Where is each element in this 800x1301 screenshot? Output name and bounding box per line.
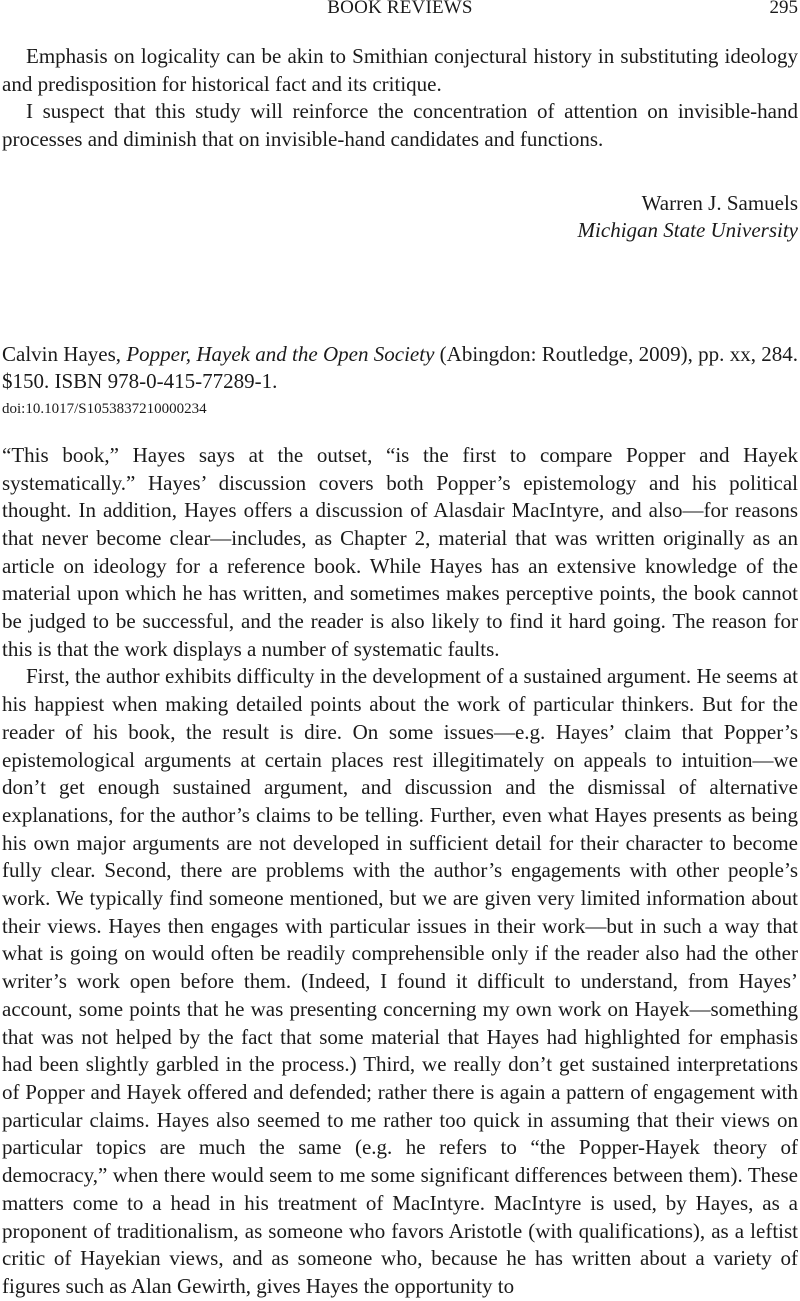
doi-link[interactable]: doi:10.1017/S1053837210000234 (2, 400, 207, 417)
previous-review-paragraph: Emphasis on logicality can be akin to Smithian conjectural history in substituting ideology and predisposition for historical fact and its critique. (2, 44, 798, 96)
running-head-title: BOOK REVIEWS (327, 0, 473, 18)
reviewer-affiliation: Michigan State University (577, 217, 798, 242)
running-head (2, 0, 798, 22)
review-paragraph: First, the author exhibits difficulty in the development of a sustained argument. He seems at his happiest when making detailed points about the work of particular thinkers. But for the reader of his book, the result is dire. On some issues—e.g. Hayes’ claim that Popper’s epistemological arguments at certain places rest illegitimately on appeals to intuition—we don’t get enough sustained argument, and discussion and the dismissal of alternative explanations, for the author’s claims to be telling. Further, even what Hayes presents as being his own major arguments are not developed in sufficient detail for their character to become fully clear. Second, there are problems with the author’s engagements with other people’s work. We typically find someone mentioned, but we are given very limited information about their views. Hayes then engages with particular issues in their work—but in such a way that what is going on would often be readily comprehensible only if the reader also had the other writer’s work open before them. (Indeed, I found it difficult to understand, from Hayes’ account, some points that he was presenting concerning my own work on Hayek—something that was not helped by the fact that some material that Hayes had highlighted for emphasis had been slightly garbled in the process.) Third, we really don’t get sustained interpretations of Popper and Hayek offered and defended; rather there is again a pattern of engagement with particular claims. Hayes also seemed to me rather too quick in assuming that their views on particular topics are much the same (e.g. he refers to “the Popper-Hayek theory of democracy,” when there would seem to me some significant differences between them). These matters come to a head in his treatment of MacIntyre. MacIntyre is used, by Hayes, as a proponent of traditionalism, as someone who favors Aristotle (with qualifications), as a leftist critic of Hayekian views, and as someone who, because he has written about a variety of figures such as Alan Gewirth, gives Hayes the opportunity to (2, 664, 798, 1298)
book-publication-details: (Abingdon: Routledge, 2009), pp. xx, 284. $150. ISBN 978-0-415-77289-1. (2, 341, 798, 393)
previous-review-paragraph: I suspect that this study will reinforce the concentration of attention on invisible-hand processes and diminish that on invisible-hand candidates and functions. (2, 99, 798, 152)
reviewer-signature (2, 190, 798, 244)
book-citation (2, 341, 798, 395)
previous-review-ending (2, 43, 798, 244)
book-review (2, 341, 798, 1301)
review-paragraph: “This book,” Hayes says at the outset, “is the first to compare Popper and Hayek systematically.” Hayes’ discussion covers both Popper’s epistemology and his political thought. In addition, Hayes offers a discussion of Alasdair MacIntyre, and also—for reasons that never become clear—includes, as Chapter 2, material that was written originally as an article on ideology for a reference book. While Hayes has an extensive knowledge of the material upon which he has written, and sometimes makes perceptive points, the book cannot be judged to be successful, and the reader is also likely to find it hard going. The reason for this is that the work displays a number of systematic faults. (2, 442, 798, 661)
book-title: Popper, Hayek and the Open Society (126, 341, 435, 366)
reviewer-name: Warren J. Samuels (641, 190, 798, 215)
journal-page (2, 0, 798, 1301)
book-author: Calvin Hayes, (2, 341, 127, 366)
page-number: 295 (769, 0, 798, 18)
